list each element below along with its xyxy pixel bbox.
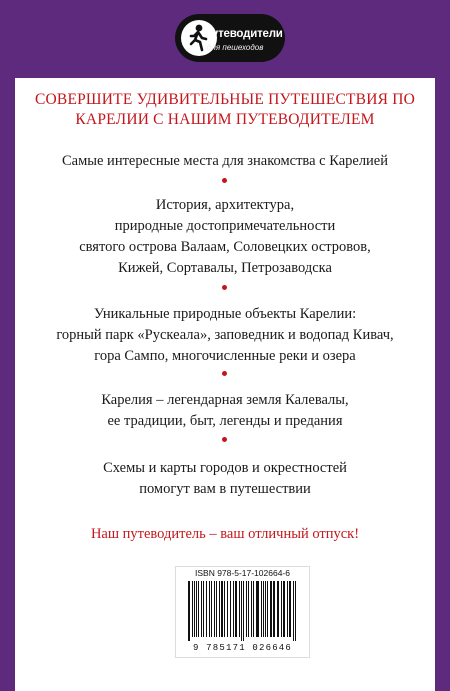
feature-line: гора Сампо, многочисленные реки и озера (94, 348, 356, 364)
separator-dot (222, 371, 227, 376)
logo-title: путеводители (205, 28, 283, 40)
headline (15, 90, 435, 130)
headline-line-1: СОВЕРШИТЕ УДИВИТЕЛЬНЫЕ ПУТЕШЕСТВИЯ ПО (34, 91, 416, 108)
feature-line: помогут вам в путешествии (139, 481, 311, 497)
headline-line-2: КАРЕЛИИ С НАШИМ ПУТЕВОДИТЕЛЕМ (75, 111, 375, 128)
logo-subtitle: для пешеходов (207, 43, 264, 52)
feature-block-5 (15, 458, 435, 500)
feature-line: ее традиции, быт, легенды и предания (107, 413, 343, 429)
feature-line: История, архитектура, (155, 197, 295, 213)
feature-block-4 (15, 390, 435, 432)
barcode-bars (186, 581, 299, 641)
feature-block-2 (15, 195, 435, 279)
back-cover-panel (15, 78, 435, 691)
feature-line: горный парк «Рускеала», заповедник и водопад Кивач, (56, 327, 394, 343)
ean-digits: 9 785171 026646 (192, 643, 292, 653)
feature-line: Кижей, Сортавалы, Петрозаводска (118, 260, 332, 276)
isbn-number: ISBN 978-5-17-102664-6 (195, 568, 290, 578)
feature-block-3 (15, 304, 435, 367)
slogan: Наш путеводитель – ваш отличный отпуск! (90, 526, 360, 542)
feature-line: Карелия – легендарная земля Калевалы, (101, 392, 349, 408)
feature-line: Уникальные природные объекты Карелии: (93, 306, 357, 322)
separator-dot (222, 285, 227, 290)
series-logo (175, 14, 285, 62)
feature-block-1 (15, 151, 435, 172)
barcode (175, 566, 310, 658)
feature-line: Схемы и карты городов и окрестностей (103, 460, 347, 476)
feature-line: Самые интересные места для знакомства с Карелией (61, 153, 389, 169)
feature-line: святого острова Валаам, Соловецких островов, (79, 239, 371, 255)
feature-line: природные достопримечательности (114, 218, 336, 234)
separator-dot (222, 178, 227, 183)
separator-dot (222, 437, 227, 442)
